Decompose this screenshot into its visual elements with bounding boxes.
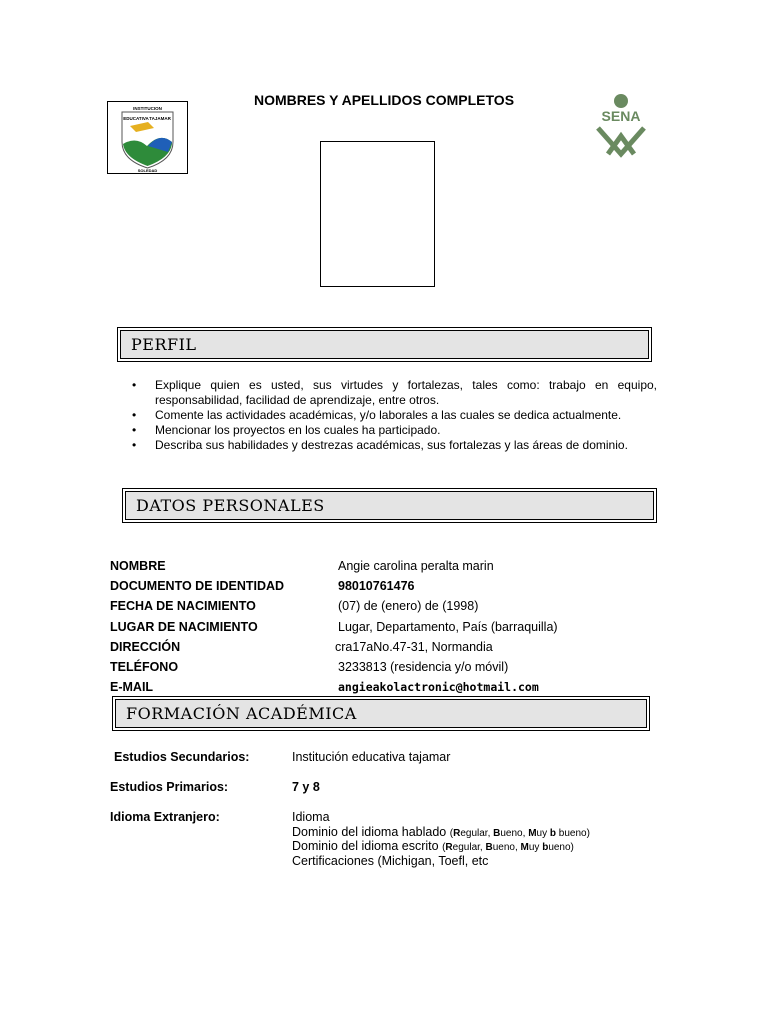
sena-logo — [588, 92, 654, 160]
sena-logo-text: SENA — [601, 108, 641, 124]
section-formacion-title: FORMACIÓN ACADÉMICA — [115, 699, 647, 728]
school-logo-line4: SOLEDAD — [137, 168, 158, 173]
idioma-escrito-line — [292, 839, 574, 853]
label-estudios-secundarios: Estudios Secundarios: — [114, 750, 250, 764]
school-logo — [107, 101, 188, 174]
value-fecha-nacimiento: (07) de (enero) de (1998) — [338, 599, 479, 613]
label-estudios-primarios: Estudios Primarios: — [110, 780, 229, 794]
value-nombre: Angie carolina peralta marin — [338, 559, 494, 573]
value-email: angieakolactronic@hotmail.com — [338, 680, 539, 694]
photo-placeholder — [320, 141, 435, 287]
value-documento: 98010761476 — [338, 579, 415, 593]
value-certificaciones: Certificaciones (Michigan, Toefl, etc — [292, 854, 489, 868]
perfil-item: • Comente las actividades académicas, y/o laborales a las cuales se dedica actualmente. — [110, 408, 657, 423]
sena-person-icon — [588, 92, 654, 160]
perfil-item: • Describa sus habilidades y destrezas académicas, sus fortalezas y las áreas de dominio. — [110, 438, 657, 453]
idioma-hablado-line — [292, 825, 590, 839]
section-perfil — [117, 327, 652, 362]
perfil-item: • Mencionar los proyectos en los cuales ha participado. — [110, 423, 657, 438]
label-lugar-nacimiento: LUGAR DE NACIMIENTO — [110, 620, 258, 634]
section-datos-personales — [122, 488, 657, 523]
school-crest-icon — [108, 102, 187, 173]
page-title: NOMBRES Y APELLIDOS COMPLETOS — [253, 92, 515, 108]
section-perfil-title: PERFIL — [120, 330, 649, 359]
idioma-hablado: Dominio del idioma hablado — [292, 825, 447, 839]
school-logo-line2: EDUCATIVA — [123, 116, 149, 121]
perfil-item: • Explique quien es usted, sus virtudes y fortalezas, tales como: trabajo en equipo, responsabilidad, facilidad de aprendizaje, entre otros. — [110, 378, 657, 408]
school-logo-line1: INSTITUCION — [133, 106, 162, 111]
value-lugar-nacimiento: Lugar, Departamento, País (barraquilla) — [338, 620, 558, 634]
label-email: E-MAIL — [110, 680, 154, 694]
idioma-escrito: Dominio del idioma escrito — [292, 839, 439, 853]
value-telefono: 3233813 (residencia y/o móvil) — [338, 660, 509, 674]
value-estudios-primarios: 7 y 8 — [292, 780, 320, 794]
label-direccion: DIRECCIÓN — [110, 640, 181, 654]
label-idioma-extranjero: Idioma Extranjero: — [110, 810, 220, 824]
label-fecha-nacimiento: FECHA DE NACIMIENTO — [110, 599, 256, 613]
idioma-hablado-note: (Regular, Bueno, Muy b bueno) — [449, 828, 590, 839]
label-nombre: NOMBRE — [110, 559, 166, 573]
label-telefono: TELÉFONO — [110, 660, 179, 674]
section-datos-title: DATOS PERSONALES — [125, 491, 654, 520]
idioma-escrito-note: (Regular, Bueno, Muy bueno) — [442, 842, 574, 853]
value-idioma: Idioma — [292, 810, 330, 824]
value-direccion: cra17aNo.47-31, Normandia — [335, 640, 493, 654]
school-logo-line3: TAJAMAR — [149, 116, 171, 121]
section-formacion-academica — [112, 696, 650, 731]
label-documento: DOCUMENTO DE IDENTIDAD — [110, 579, 285, 593]
perfil-list — [110, 378, 657, 453]
value-estudios-secundarios: Institución educativa tajamar — [292, 750, 451, 764]
